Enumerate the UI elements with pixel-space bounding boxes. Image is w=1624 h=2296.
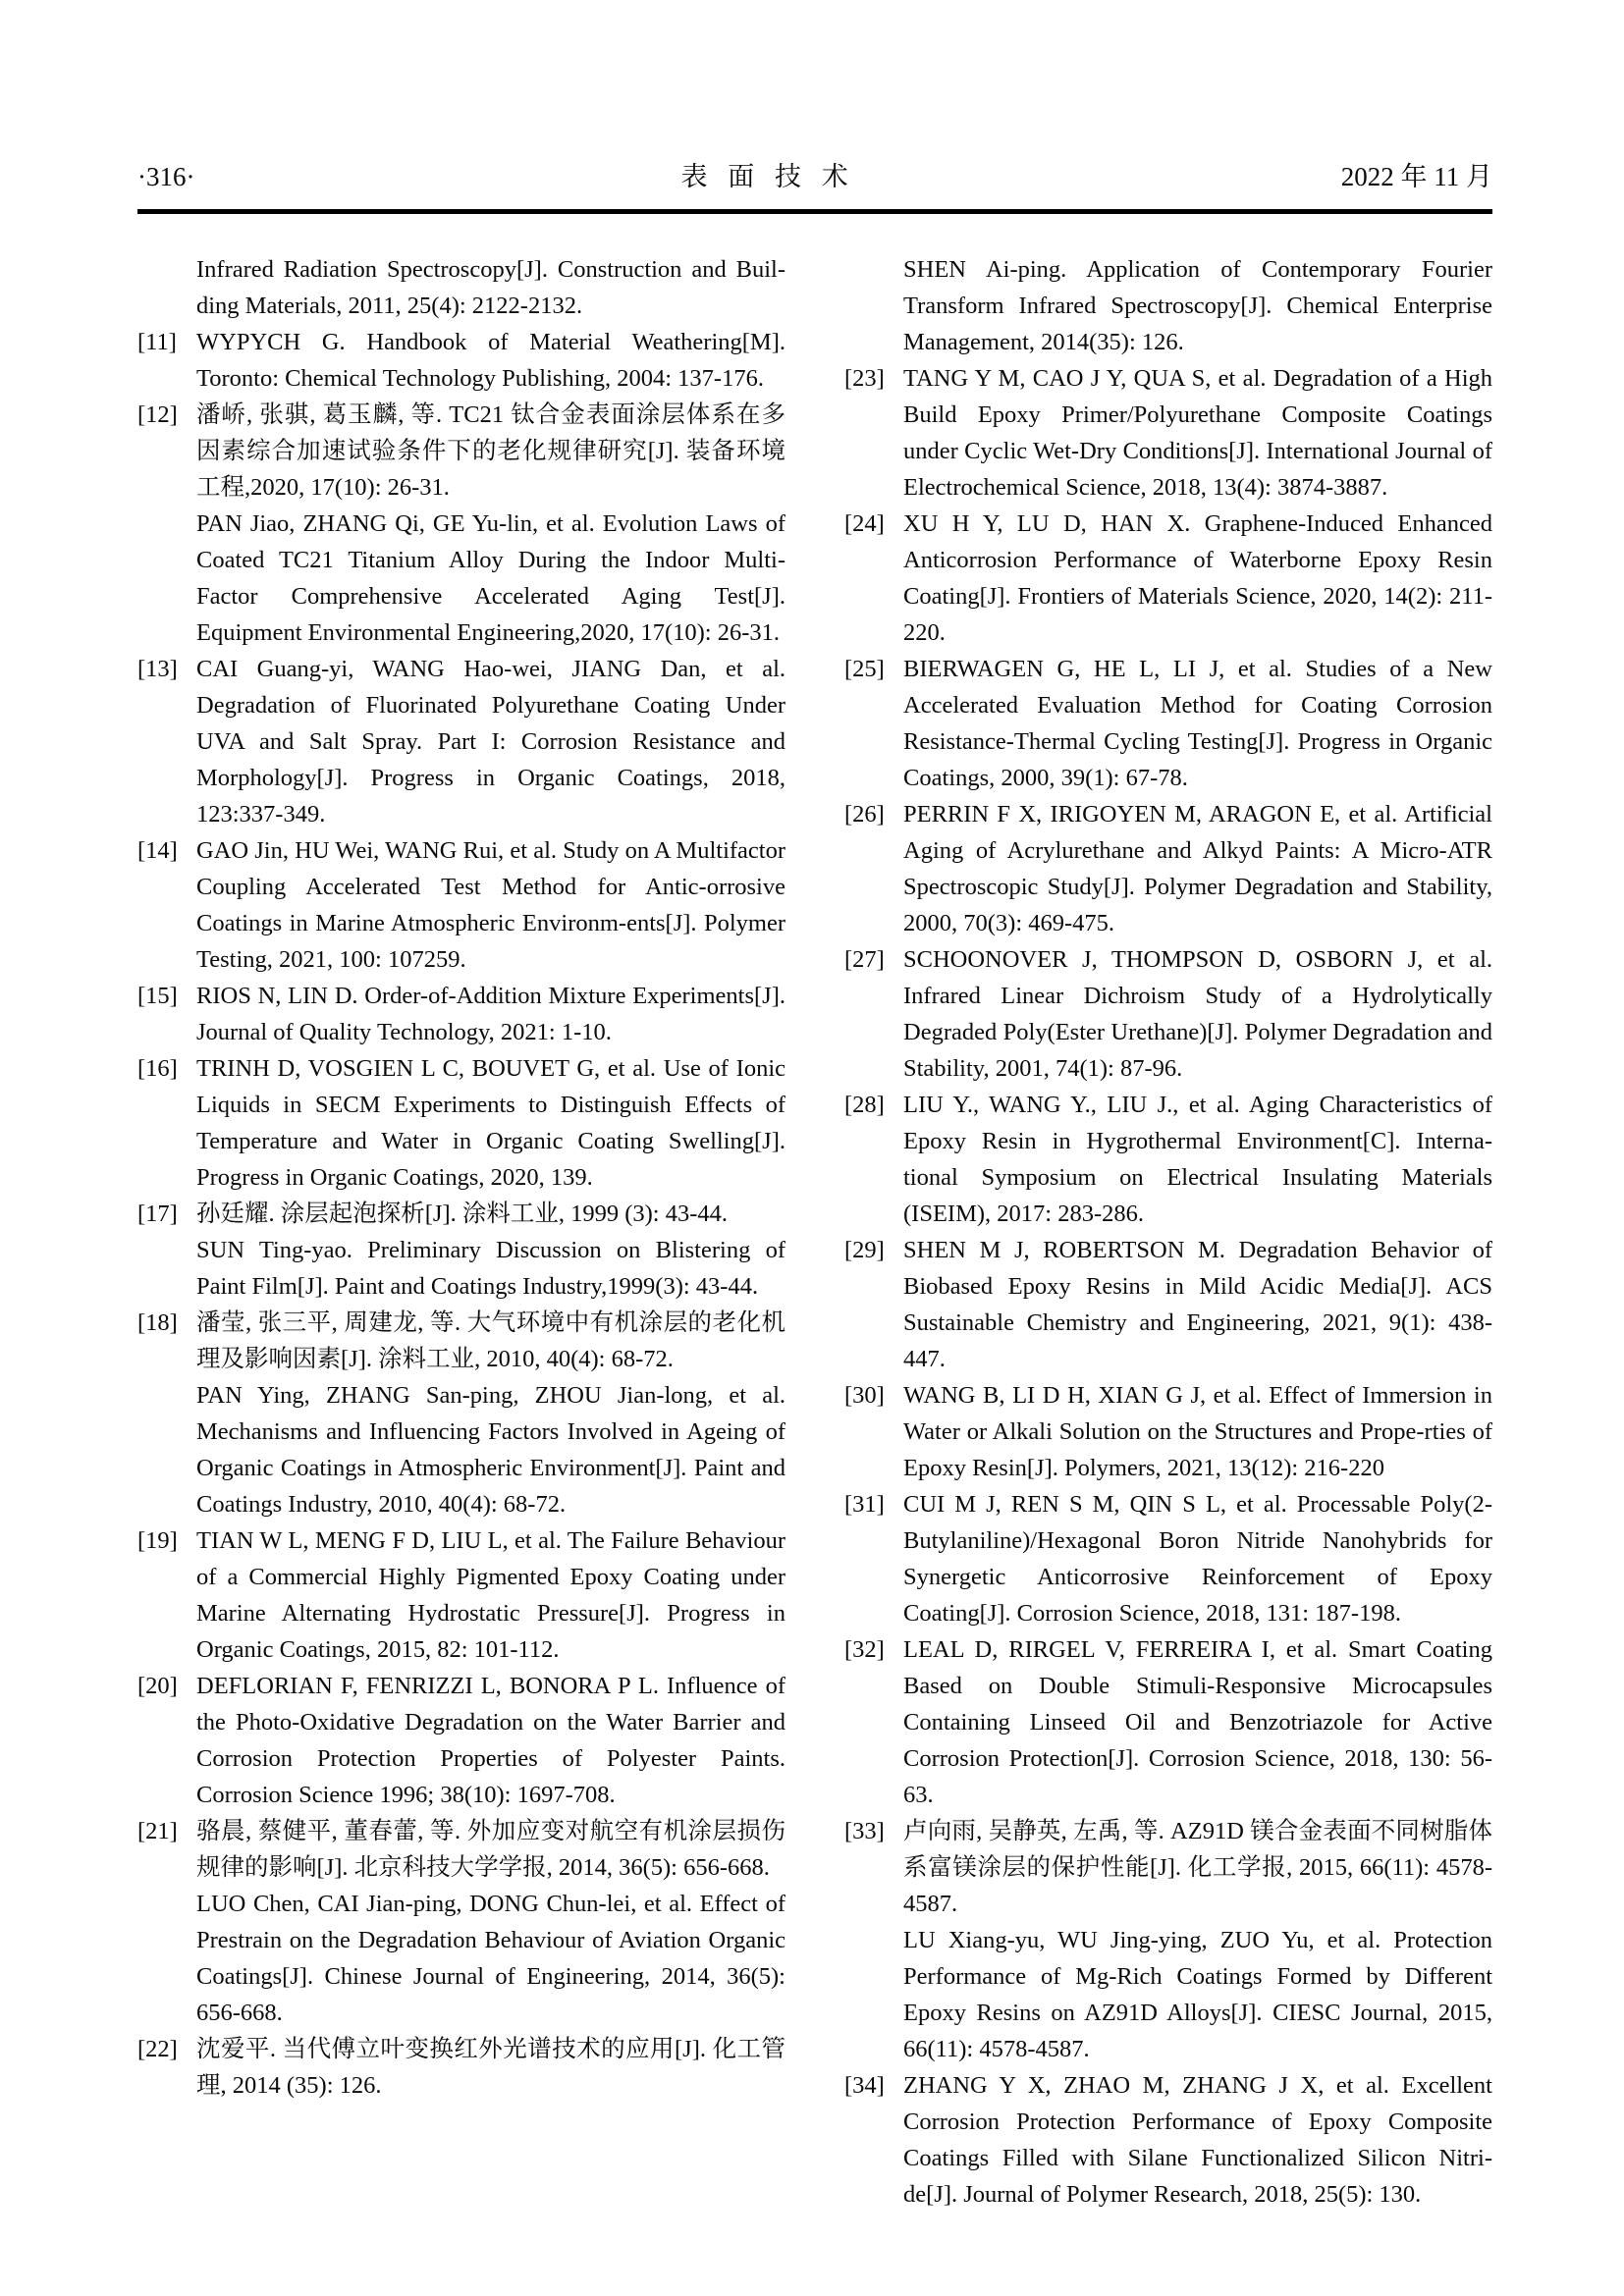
reference-text: [196, 1522, 785, 1668]
reference-entry: [844, 796, 1492, 941]
reference-part: WYPYCH G. Handbook of Material Weathering[M]. Toronto: Chemical Technology Publishing, 2004: 137-176.: [196, 329, 785, 392]
issue-date: 2022 年 11 月: [1340, 162, 1492, 191]
reference-number: [24]: [844, 510, 885, 537]
reference-number: [844, 251, 903, 360]
reference-text: [196, 397, 785, 651]
reference-text: [903, 1087, 1492, 1232]
reference-part: 卢向雨, 吴静英, 左禹, 等. AZ91D 镁合金表面不同树脂体系富镁涂层的保护性能[J]. 化工学报, 2015, 66(11): 4578-4587.: [903, 1818, 1492, 1917]
reference-entry: [844, 1377, 1492, 1486]
reference-text: [903, 1232, 1492, 1377]
reference-number: [13]: [137, 656, 178, 682]
reference-part: TRINH D, VOSGIEN L C, BOUVET G, et al. Use of Ionic Liquids in SECM Experiments to Distinguish Effects of Temperature and Water in Organic Coating Swelling[J]. Progress in Organic Coatings, 2020, 139.: [196, 1055, 785, 1191]
reference-number: [34]: [844, 2072, 885, 2099]
reference-number: [15]: [137, 983, 178, 1009]
reference-entry: [137, 1196, 785, 1305]
reference-text: [196, 832, 785, 978]
reference-entry: [137, 2031, 785, 2104]
reference-number: [12]: [137, 401, 178, 428]
reference-entry: [844, 941, 1492, 1087]
reference-number: [20]: [137, 1673, 178, 1699]
reference-entry: [137, 324, 785, 397]
reference-text: [196, 1305, 785, 1522]
reference-entry: [844, 360, 1492, 506]
reference-number: [29]: [844, 1237, 885, 1263]
reference-entry: [137, 1522, 785, 1668]
reference-number: [137, 251, 196, 324]
reference-entry: [137, 397, 785, 651]
reference-text: [903, 506, 1492, 651]
reference-entry: [137, 832, 785, 978]
journal-title: 表 面 技 术: [680, 162, 855, 191]
reference-text: [903, 941, 1492, 1087]
reference-entry: [844, 1813, 1492, 2067]
reference-text: [903, 1377, 1492, 1486]
reference-text: [196, 1050, 785, 1196]
reference-number: [17]: [137, 1201, 178, 1227]
reference-entry: [844, 251, 1492, 360]
reference-number: [16]: [137, 1055, 178, 1082]
reference-number: [28]: [844, 1092, 885, 1118]
reference-part: CAI Guang-yi, WANG Hao-wei, JIANG Dan, et al. Degradation of Fluorinated Polyurethane Coating Under UVA and Salt Spray. Part I: Corrosion Resistance and Morphology[J]. Progress in Organic Coatings, 2018, 123:337-349.: [196, 656, 785, 828]
reference-number: [27]: [844, 946, 885, 973]
reference-text: [196, 978, 785, 1050]
reference-part: DEFLORIAN F, FENRIZZI L, BONORA P L. Influence of the Photo-Oxidative Degradation on the Water Barrier and Corrosion Protection Properties of Polyester Paints. Corrosion Science 1996; 38(10): 1697-708.: [196, 1673, 785, 1808]
reference-number: [25]: [844, 656, 885, 682]
reference-number: [33]: [844, 1818, 885, 1844]
reference-part: SHEN M J, ROBERTSON M. Degradation Behavior of Biobased Epoxy Resins in Mild Acidic Media[J]. ACS Sustainable Chemistry and Engineering, 2021, 9(1): 438-447.: [903, 1237, 1492, 1372]
reference-entry: [137, 1305, 785, 1522]
reference-part: SCHOONOVER J, THOMPSON D, OSBORN J, et al. Infrared Linear Dichroism Study of a Hydrolytically Degraded Poly(Ester Urethane)[J]. Polymer Degradation and Stability, 2001, 74(1): 87-96.: [903, 946, 1492, 1082]
reference-entry: [844, 506, 1492, 651]
reference-entry: [137, 1050, 785, 1196]
reference-part: GAO Jin, HU Wei, WANG Rui, et al. Study on A Multifactor Coupling Accelerated Test Method for Antic-orrosive Coatings in Marine Atmospheric Environm-ents[J]. Polymer Testing, 2021, 100: 107259.: [196, 837, 785, 973]
reference-text: [903, 651, 1492, 796]
reference-part: RIOS N, LIN D. Order-of-Addition Mixture Experiments[J]. Journal of Quality Technology, 2021: 1-10.: [196, 983, 785, 1045]
reference-text: [196, 1813, 785, 2031]
reference-part: SHEN Ai-ping. Application of Contemporary Fourier Transform Infrared Spectroscopy[J]. Chemical Enterprise Management, 2014(35): 126.: [903, 256, 1492, 355]
reference-part: PERRIN F X, IRIGOYEN M, ARAGON E, et al. Artificial Aging of Acrylurethane and Alkyd Paints: A Micro-ATR Spectroscopic Study[J]. Polymer Degradation and Stability, 2000, 70(3): 469-475.: [903, 801, 1492, 936]
reference-part: 沈爱平. 当代傅立叶变换红外光谱技术的应用[J]. 化工管理, 2014 (35): 126.: [196, 2036, 785, 2099]
page-header: [137, 155, 1492, 193]
reference-entry: [137, 1813, 785, 2031]
reference-text: [903, 2067, 1492, 2213]
reference-text: [196, 324, 785, 397]
reference-number: [19]: [137, 1527, 178, 1554]
reference-part: CUI M J, REN S M, QIN S L, et al. Processable Poly(2-Butylaniline)/Hexagonal Boron Nitride Nanohybrids for Synergetic Anticorrosive Reinforcement of Epoxy Coating[J]. Corrosion Science, 2018, 131: 187-198.: [903, 1491, 1492, 1627]
reference-part: ZHANG Y X, ZHAO M, ZHANG J X, et al. Excellent Corrosion Protection Performance of Epoxy Composite Coatings Filled with Silane Functionalized Silicon Nitri-de[J]. Journal of Polymer Research, 2018, 25(5): 130.: [903, 2072, 1492, 2208]
reference-part: XU H Y, LU D, HAN X. Graphene-Induced Enhanced Anticorrosion Performance of Waterborne Epoxy Resin Coating[J]. Frontiers of Materials Science, 2020, 14(2): 211-220.: [903, 510, 1492, 646]
reference-entry: [137, 651, 785, 832]
reference-part: PAN Ying, ZHANG San-ping, ZHOU Jian-long, et al. Mechanisms and Influencing Factors Involved in Ageing of Organic Coatings in Atmospheric Environment[J]. Paint and Coatings Industry, 2010, 40(4): 68-72.: [196, 1382, 785, 1518]
reference-part: LEAL D, RIRGEL V, FERREIRA I, et al. Smart Coating Based on Double Stimuli-Responsive Microcapsules Containing Linseed Oil and Benzotriazole for Active Corrosion Protection[J]. Corrosion Science, 2018, 130: 56-63.: [903, 1636, 1492, 1808]
left-column: [137, 251, 785, 2213]
reference-entry: [844, 1232, 1492, 1377]
reference-entry: [844, 1631, 1492, 1813]
reference-number: [14]: [137, 837, 178, 864]
reference-text: [196, 2031, 785, 2104]
references-section: [137, 251, 1492, 2213]
reference-part: SUN Ting-yao. Preliminary Discussion on Blistering of Paint Film[J]. Paint and Coatings Industry,1999(3): 43-44.: [196, 1237, 785, 1300]
reference-text: [196, 1668, 785, 1813]
reference-number: [22]: [137, 2036, 178, 2062]
reference-entry: [137, 251, 785, 324]
reference-text: [903, 251, 1492, 360]
reference-number: [32]: [844, 1636, 885, 1663]
reference-text: [903, 1486, 1492, 1631]
reference-number: [21]: [137, 1818, 178, 1844]
reference-number: [31]: [844, 1491, 885, 1518]
reference-entry: [844, 1087, 1492, 1232]
header-rule: [137, 209, 1492, 214]
reference-entry: [844, 651, 1492, 796]
reference-part: TANG Y M, CAO J Y, QUA S, et al. Degradation of a High Build Epoxy Primer/Polyurethane Composite Coatings under Cyclic Wet-Dry Conditions[J]. International Journal of Electrochemical Science, 2018, 13(4): 3874-3887.: [903, 365, 1492, 501]
reference-text: [196, 1196, 785, 1305]
reference-part: TIAN W L, MENG F D, LIU L, et al. The Failure Behaviour of a Commercial Highly Pigmented Epoxy Coating under Marine Alternating Hydrostatic Pressure[J]. Progress in Organic Coatings, 2015, 82: 101-112.: [196, 1527, 785, 1663]
right-column: [844, 251, 1492, 2213]
reference-number: [30]: [844, 1382, 885, 1409]
reference-entry: [137, 1668, 785, 1813]
reference-part: 潘莹, 张三平, 周建龙, 等. 大气环境中有机涂层的老化机理及影响因素[J]. 涂料工业, 2010, 40(4): 68-72.: [196, 1309, 785, 1372]
reference-part: 潘峤, 张骐, 葛玉麟, 等. TC21 钛合金表面涂层体系在多因素综合加速试验条件下的老化规律研究[J]. 装备环境工程,2020, 17(10): 26-31.: [196, 401, 785, 501]
reference-text: [903, 1813, 1492, 2067]
reference-part: 孙廷耀. 涂层起泡探析[J]. 涂料工业, 1999 (3): 43-44.: [196, 1201, 729, 1227]
reference-part: PAN Jiao, ZHANG Qi, GE Yu-lin, et al. Evolution Laws of Coated TC21 Titanium Alloy During the Indoor Multi-Factor Comprehensive Accelerated Aging Test[J]. Equipment Environmental Engineering,2020, 17(10): 26-31.: [196, 510, 785, 646]
reference-number: [26]: [844, 801, 885, 828]
reference-number: [11]: [137, 329, 177, 355]
reference-entry: [844, 2067, 1492, 2213]
reference-text: [196, 651, 785, 832]
reference-number: [18]: [137, 1309, 178, 1336]
reference-part: Infrared Radiation Spectroscopy[J]. Construction and Buil-ding Materials, 2011, 25(4): 2122-2132.: [196, 256, 785, 319]
reference-text: [903, 360, 1492, 506]
reference-part: BIERWAGEN G, HE L, LI J, et al. Studies of a New Accelerated Evaluation Method for Coating Corrosion Resistance-Thermal Cycling Testing[J]. Progress in Organic Coatings, 2000, 39(1): 67-78.: [903, 656, 1492, 791]
reference-entry: [844, 1486, 1492, 1631]
reference-text: [903, 1631, 1492, 1813]
reference-part: WANG B, LI D H, XIAN G J, et al. Effect of Immersion in Water or Alkali Solution on the Structures and Prope-rties of Epoxy Resin[J]. Polymers, 2021, 13(12): 216-220: [903, 1382, 1492, 1481]
reference-number: [23]: [844, 365, 885, 392]
reference-text: [196, 251, 785, 324]
reference-part: LUO Chen, CAI Jian-ping, DONG Chun-lei, et al. Effect of Prestrain on the Degradation Behaviour of Aviation Organic Coatings[J]. Chinese Journal of Engineering, 2014, 36(5): 656-668.: [196, 1891, 785, 2026]
reference-part: LIU Y., WANG Y., LIU J., et al. Aging Characteristics of Epoxy Resin in Hygrothermal Environment[C]. Interna-tional Symposium on Electrical Insulating Materials (ISEIM), 2017: 283-286.: [903, 1092, 1492, 1227]
reference-part: 骆晨, 蔡健平, 董春蕾, 等. 外加应变对航空有机涂层损伤规律的影响[J]. 北京科技大学学报, 2014, 36(5): 656-668.: [196, 1818, 785, 1881]
reference-part: LU Xiang-yu, WU Jing-ying, ZUO Yu, et al. Protection Performance of Mg-Rich Coatings Formed by Different Epoxy Resins on AZ91D Alloys[J]. CIESC Journal, 2015, 66(11): 4578-4587.: [903, 1927, 1492, 2062]
reference-text: [903, 796, 1492, 941]
page-number: ·316·: [137, 162, 195, 191]
reference-entry: [137, 978, 785, 1050]
